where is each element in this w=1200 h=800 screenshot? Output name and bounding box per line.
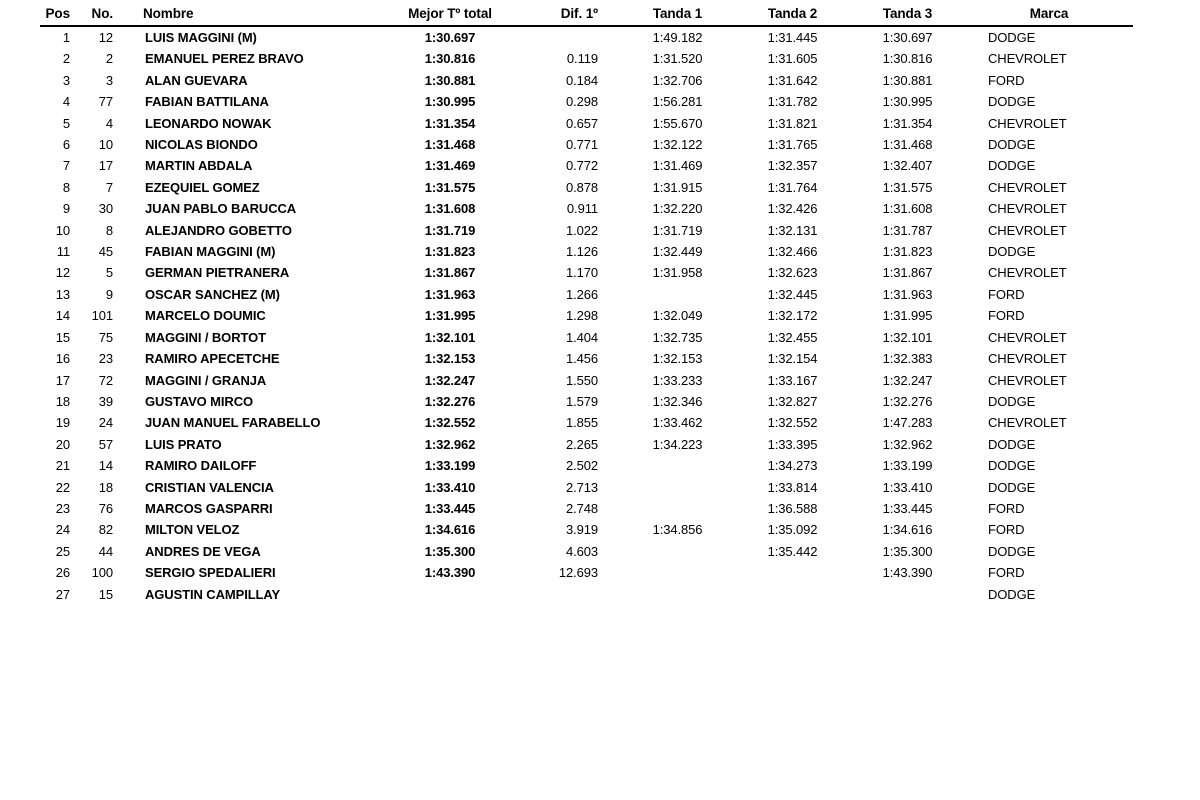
cell-tanda2 — [735, 584, 850, 605]
cell-dif: 1.855 — [565, 415, 598, 431]
cell-mejor: 1:31.608 — [424, 201, 476, 217]
cell-mejor: 1:33.410 — [424, 479, 476, 495]
cell-tanda1: 1:32.220 — [652, 201, 703, 217]
table-row — [40, 412, 1133, 433]
cell-mejor: 1:32.276 — [424, 393, 476, 409]
cell-tanda1 — [620, 562, 735, 583]
cell-tanda2: 1:32.827 — [767, 393, 818, 409]
cell-dif: 0.771 — [565, 137, 598, 153]
cell-pos: 18 — [55, 393, 70, 409]
cell-tanda3: 1:31.608 — [882, 201, 933, 217]
table-row — [40, 91, 1133, 112]
table-row — [40, 455, 1133, 476]
cell-tanda1: 1:32.153 — [652, 351, 703, 367]
cell-marca: FORD — [988, 565, 1025, 581]
cell-nombre: FABIAN MAGGINI (M) — [145, 244, 276, 260]
cell-tanda1: 1:31.520 — [652, 51, 703, 67]
cell-tanda1: 1:34.223 — [652, 436, 703, 452]
cell-nombre: MILTON VELOZ — [145, 522, 240, 538]
cell-no: 17 — [98, 158, 113, 174]
cell-mejor: 1:31.719 — [424, 222, 476, 238]
cell-mejor: 1:33.445 — [424, 500, 476, 516]
cell-tanda1: 1:33.462 — [652, 415, 703, 431]
cell-tanda1: 1:33.233 — [652, 372, 703, 388]
column-header-tanda3: Tanda 3 — [850, 2, 965, 26]
cell-tanda3: 1:32.276 — [882, 393, 933, 409]
cell-no: 30 — [98, 201, 113, 217]
cell-pos: 24 — [55, 522, 70, 538]
column-header-mejor: Mejor Tº total — [395, 2, 505, 26]
table-row — [40, 241, 1133, 262]
cell-pos: 14 — [55, 308, 70, 324]
cell-mejor: 1:30.816 — [424, 51, 476, 67]
cell-nombre: FABIAN BATTILANA — [145, 94, 269, 110]
cell-nombre: MAGGINI / GRANJA — [145, 372, 267, 388]
cell-tanda3: 1:32.407 — [882, 158, 933, 174]
cell-no: 75 — [98, 329, 113, 345]
cell-no: 77 — [98, 94, 113, 110]
cell-pos: 3 — [62, 72, 70, 88]
cell-nombre: MAGGINI / BORTOT — [145, 329, 266, 345]
cell-no: 45 — [98, 244, 113, 260]
cell-mejor: 1:31.575 — [424, 179, 476, 195]
cell-tanda2: 1:33.395 — [767, 436, 818, 452]
cell-pos: 21 — [55, 458, 70, 474]
cell-dif: 0.184 — [565, 72, 598, 88]
cell-marca: DODGE — [988, 479, 1036, 495]
table-row — [40, 584, 1133, 605]
cell-mejor: 1:31.867 — [424, 265, 476, 281]
cell-marca: CHEVROLET — [988, 51, 1067, 67]
cell-marca: FORD — [988, 72, 1025, 88]
cell-tanda1: 1:32.706 — [652, 72, 703, 88]
table-row — [40, 477, 1133, 498]
cell-nombre: ALAN GUEVARA — [145, 72, 248, 88]
cell-mejor — [395, 584, 505, 605]
cell-marca: CHEVROLET — [988, 201, 1067, 217]
cell-tanda3: 1:32.383 — [882, 351, 933, 367]
cell-dif: 2.265 — [565, 436, 598, 452]
table-row — [40, 155, 1133, 176]
cell-tanda3: 1:32.962 — [882, 436, 933, 452]
cell-tanda1: 1:32.346 — [652, 393, 703, 409]
cell-no: 39 — [98, 393, 113, 409]
table-row — [40, 327, 1133, 348]
cell-tanda3: 1:30.697 — [882, 30, 933, 45]
cell-mejor: 1:30.697 — [424, 30, 476, 45]
table-row — [40, 305, 1133, 326]
cell-mejor: 1:31.354 — [424, 115, 476, 131]
table-row — [40, 70, 1133, 91]
cell-marca: DODGE — [988, 94, 1036, 110]
cell-no: 24 — [98, 415, 113, 431]
cell-tanda2: 1:31.782 — [767, 94, 818, 110]
cell-tanda2: 1:32.552 — [767, 415, 818, 431]
table-row — [40, 262, 1133, 283]
cell-pos: 19 — [55, 415, 70, 431]
cell-tanda1: 1:31.958 — [652, 265, 703, 281]
cell-dif: 3.919 — [565, 522, 598, 538]
cell-dif: 0.772 — [565, 158, 598, 174]
cell-no: 76 — [98, 500, 113, 516]
cell-nombre: AGUSTIN CAMPILLAY — [145, 586, 281, 602]
cell-dif: 1.456 — [565, 351, 598, 367]
cell-no: 10 — [98, 137, 113, 153]
cell-marca: DODGE — [988, 158, 1036, 174]
cell-mejor: 1:31.468 — [424, 137, 476, 153]
cell-dif: 1.126 — [565, 244, 598, 260]
qualifying-results-table — [40, 2, 1133, 605]
cell-nombre: RAMIRO APECETCHE — [145, 351, 280, 367]
cell-nombre: NICOLAS BIONDO — [145, 137, 258, 153]
cell-dif: 1.266 — [565, 286, 598, 302]
cell-pos: 10 — [55, 222, 70, 238]
cell-tanda2: 1:32.623 — [767, 265, 818, 281]
cell-dif: 1.170 — [565, 265, 598, 281]
cell-marca: FORD — [988, 522, 1025, 538]
cell-mejor: 1:31.963 — [424, 286, 476, 302]
cell-tanda1: 1:31.719 — [652, 222, 703, 238]
cell-tanda2: 1:33.167 — [767, 372, 818, 388]
cell-tanda2: 1:32.455 — [767, 329, 818, 345]
cell-nombre: OSCAR SANCHEZ (M) — [145, 286, 280, 302]
cell-marca: CHEVROLET — [988, 415, 1067, 431]
column-header-nombre: Nombre — [113, 2, 395, 26]
cell-marca: CHEVROLET — [988, 265, 1067, 281]
cell-nombre: RAMIRO DAILOFF — [145, 458, 257, 474]
cell-tanda3: 1:30.995 — [882, 94, 933, 110]
column-header-tanda1: Tanda 1 — [620, 2, 735, 26]
cell-marca: DODGE — [988, 586, 1036, 602]
cell-no: 3 — [105, 72, 113, 88]
cell-no: 7 — [105, 179, 113, 195]
cell-mejor: 1:32.101 — [424, 329, 476, 345]
cell-pos: 8 — [62, 179, 70, 195]
cell-no: 72 — [98, 372, 113, 388]
cell-no: 2 — [105, 51, 113, 67]
cell-tanda3: 1:34.616 — [882, 522, 933, 538]
cell-marca: DODGE — [988, 458, 1036, 474]
cell-tanda3: 1:47.283 — [882, 415, 933, 431]
cell-nombre: LUIS MAGGINI (M) — [145, 30, 257, 45]
cell-tanda2: 1:31.764 — [767, 179, 818, 195]
cell-tanda2: 1:34.273 — [767, 458, 818, 474]
table-row — [40, 519, 1133, 540]
cell-mejor: 1:30.881 — [424, 72, 476, 88]
cell-marca: DODGE — [988, 30, 1036, 45]
cell-dif: 2.748 — [565, 500, 598, 516]
cell-nombre: ANDRES DE VEGA — [145, 543, 261, 559]
cell-tanda2: 1:31.765 — [767, 137, 818, 153]
cell-tanda3: 1:33.410 — [882, 479, 933, 495]
table-row — [40, 134, 1133, 155]
cell-nombre: GERMAN PIETRANERA — [145, 265, 290, 281]
cell-tanda1: 1:31.915 — [652, 179, 703, 195]
cell-dif — [505, 26, 620, 48]
cell-mejor: 1:32.962 — [424, 436, 476, 452]
cell-nombre: JUAN MANUEL FARABELLO — [145, 415, 321, 431]
cell-tanda2: 1:32.154 — [767, 351, 818, 367]
cell-nombre: MARTIN ABDALA — [145, 158, 253, 174]
cell-no: 12 — [98, 30, 113, 45]
cell-tanda3: 1:31.575 — [882, 179, 933, 195]
column-header-no: No. — [70, 2, 113, 26]
cell-marca: CHEVROLET — [988, 115, 1067, 131]
cell-pos: 2 — [62, 51, 70, 67]
cell-tanda1: 1:32.122 — [652, 137, 703, 153]
table-header — [40, 2, 1133, 26]
cell-marca: CHEVROLET — [988, 372, 1067, 388]
cell-tanda2: 1:33.814 — [767, 479, 818, 495]
cell-tanda1 — [620, 584, 735, 605]
cell-tanda3: 1:35.300 — [882, 543, 933, 559]
cell-tanda2: 1:32.131 — [767, 222, 818, 238]
cell-dif: 1.550 — [565, 372, 598, 388]
cell-mejor: 1:31.995 — [424, 308, 476, 324]
cell-tanda2: 1:35.442 — [767, 543, 818, 559]
cell-mejor: 1:31.469 — [424, 158, 476, 174]
cell-tanda2: 1:35.092 — [767, 522, 818, 538]
cell-tanda2: 1:36.588 — [767, 500, 818, 516]
cell-mejor: 1:33.199 — [424, 458, 476, 474]
cell-dif: 0.878 — [565, 179, 598, 195]
cell-nombre: MARCELO DOUMIC — [145, 308, 266, 324]
cell-no: 44 — [98, 543, 113, 559]
table-body — [40, 26, 1133, 605]
cell-pos: 25 — [55, 543, 70, 559]
cell-tanda2: 1:32.466 — [767, 244, 818, 260]
cell-tanda3: 1:31.823 — [882, 244, 933, 260]
cell-nombre: JUAN PABLO BARUCCA — [145, 201, 297, 217]
cell-tanda3: 1:30.816 — [882, 51, 933, 67]
cell-nombre: LUIS PRATO — [145, 436, 222, 452]
cell-dif: 1.404 — [565, 329, 598, 345]
cell-tanda2: 1:32.445 — [767, 286, 818, 302]
cell-tanda1 — [620, 455, 735, 476]
cell-mejor: 1:30.995 — [424, 94, 476, 110]
cell-tanda3: 1:31.468 — [882, 137, 933, 153]
cell-tanda1: 1:32.049 — [652, 308, 703, 324]
cell-tanda1: 1:49.182 — [652, 30, 703, 45]
cell-tanda3: 1:31.867 — [882, 265, 933, 281]
cell-pos: 22 — [55, 479, 70, 495]
column-header-tanda2: Tanda 2 — [735, 2, 850, 26]
table-row — [40, 562, 1133, 583]
cell-tanda2: 1:31.605 — [767, 51, 818, 67]
cell-marca: DODGE — [988, 137, 1036, 153]
cell-no: 14 — [98, 458, 113, 474]
cell-marca: FORD — [988, 500, 1025, 516]
column-header-marca: Marca — [965, 2, 1133, 26]
table-row — [40, 498, 1133, 519]
cell-tanda3: 1:33.445 — [882, 500, 933, 516]
table-row — [40, 177, 1133, 198]
cell-mejor: 1:35.300 — [424, 543, 476, 559]
cell-dif: 1.022 — [565, 222, 598, 238]
table-row — [40, 541, 1133, 562]
table-row — [40, 113, 1133, 134]
cell-tanda2: 1:31.445 — [767, 30, 818, 45]
cell-tanda1: 1:34.856 — [652, 522, 703, 538]
cell-nombre: MARCOS GASPARRI — [145, 500, 273, 516]
cell-no: 82 — [98, 522, 113, 538]
cell-tanda1: 1:32.735 — [652, 329, 703, 345]
cell-pos: 27 — [55, 586, 70, 602]
cell-no: 100 — [91, 565, 113, 581]
cell-no: 5 — [105, 265, 113, 281]
cell-pos: 15 — [55, 329, 70, 345]
cell-tanda2: 1:31.642 — [767, 72, 818, 88]
cell-pos: 13 — [55, 286, 70, 302]
cell-marca: CHEVROLET — [988, 179, 1067, 195]
cell-tanda3: 1:31.787 — [882, 222, 933, 238]
cell-no: 18 — [98, 479, 113, 495]
cell-tanda1 — [620, 477, 735, 498]
column-header-dif: Dif. 1º — [505, 2, 620, 26]
cell-tanda2: 1:32.357 — [767, 158, 818, 174]
cell-marca: DODGE — [988, 436, 1036, 452]
cell-marca: CHEVROLET — [988, 222, 1067, 238]
table-row — [40, 198, 1133, 219]
cell-dif: 0.119 — [566, 51, 598, 67]
cell-tanda3: 1:32.101 — [882, 329, 933, 345]
cell-mejor: 1:32.247 — [424, 372, 476, 388]
cell-tanda2: 1:32.426 — [767, 201, 818, 217]
cell-mejor: 1:34.616 — [424, 522, 476, 538]
cell-nombre: EZEQUIEL GOMEZ — [145, 179, 260, 195]
cell-pos: 7 — [62, 158, 70, 174]
cell-pos: 26 — [55, 565, 70, 581]
cell-dif: 2.713 — [565, 479, 598, 495]
cell-mejor: 1:32.153 — [424, 351, 476, 367]
cell-no: 57 — [98, 436, 113, 452]
cell-dif: 1.579 — [565, 393, 598, 409]
cell-tanda3: 1:31.963 — [882, 286, 933, 302]
cell-tanda1: 1:55.670 — [652, 115, 703, 131]
table-row — [40, 370, 1133, 391]
cell-tanda3: 1:33.199 — [882, 458, 933, 474]
cell-tanda1 — [620, 284, 735, 305]
cell-tanda3: 1:30.881 — [882, 72, 933, 88]
cell-tanda1: 1:31.469 — [652, 158, 703, 174]
cell-tanda1 — [620, 498, 735, 519]
cell-tanda2: 1:32.172 — [767, 308, 818, 324]
cell-pos: 16 — [55, 351, 70, 367]
table-row — [40, 48, 1133, 69]
cell-dif: 0.298 — [565, 94, 598, 110]
cell-marca: DODGE — [988, 543, 1036, 559]
cell-marca: DODGE — [988, 393, 1036, 409]
cell-marca: CHEVROLET — [988, 329, 1067, 345]
table-row — [40, 26, 1133, 48]
cell-pos: 1 — [62, 30, 70, 45]
cell-pos: 20 — [55, 436, 70, 452]
cell-dif: 0.657 — [565, 115, 598, 131]
table-row — [40, 391, 1133, 412]
cell-mejor: 1:43.390 — [424, 565, 476, 581]
cell-marca: CHEVROLET — [988, 351, 1067, 367]
cell-dif: 1.298 — [565, 308, 598, 324]
cell-dif — [505, 584, 620, 605]
cell-nombre: SERGIO SPEDALIERI — [145, 565, 276, 581]
table-row — [40, 284, 1133, 305]
cell-pos: 9 — [62, 201, 70, 217]
cell-tanda1 — [620, 541, 735, 562]
cell-no: 101 — [91, 308, 113, 324]
cell-pos: 11 — [56, 244, 70, 260]
table-row — [40, 434, 1133, 455]
cell-dif: 0.911 — [566, 201, 598, 217]
cell-tanda2: 1:31.821 — [767, 115, 818, 131]
table-row — [40, 220, 1133, 241]
cell-mejor: 1:31.823 — [424, 244, 476, 260]
cell-nombre: GUSTAVO MIRCO — [145, 393, 253, 409]
cell-marca: FORD — [988, 308, 1025, 324]
cell-dif: 12.693 — [558, 565, 598, 581]
cell-tanda3 — [850, 584, 965, 605]
cell-no: 15 — [98, 586, 113, 602]
cell-mejor: 1:32.552 — [424, 415, 476, 431]
cell-nombre: LEONARDO NOWAK — [145, 115, 272, 131]
cell-tanda3: 1:43.390 — [882, 565, 933, 581]
cell-tanda3: 1:31.995 — [882, 308, 933, 324]
cell-tanda2 — [735, 562, 850, 583]
table-row — [40, 348, 1133, 369]
cell-pos: 12 — [55, 265, 70, 281]
cell-dif: 4.603 — [565, 543, 598, 559]
cell-pos: 17 — [55, 372, 70, 388]
cell-no: 9 — [105, 286, 113, 302]
cell-nombre: CRISTIAN VALENCIA — [145, 479, 274, 495]
cell-no: 23 — [98, 351, 113, 367]
cell-no: 4 — [105, 115, 113, 131]
column-header-pos: Pos — [40, 2, 70, 26]
cell-marca: FORD — [988, 286, 1025, 302]
cell-no: 8 — [105, 222, 113, 238]
cell-pos: 6 — [62, 137, 70, 153]
cell-dif: 2.502 — [565, 458, 598, 474]
cell-tanda1: 1:32.449 — [652, 244, 703, 260]
cell-nombre: ALEJANDRO GOBETTO — [145, 222, 292, 238]
cell-tanda1: 1:56.281 — [652, 94, 703, 110]
cell-tanda3: 1:31.354 — [882, 115, 933, 131]
cell-pos: 4 — [62, 94, 70, 110]
cell-nombre: EMANUEL PEREZ BRAVO — [145, 51, 304, 67]
header-row — [40, 2, 1133, 26]
cell-pos: 23 — [55, 500, 70, 516]
cell-marca: DODGE — [988, 244, 1036, 260]
cell-tanda3: 1:32.247 — [882, 372, 933, 388]
cell-pos: 5 — [62, 115, 70, 131]
